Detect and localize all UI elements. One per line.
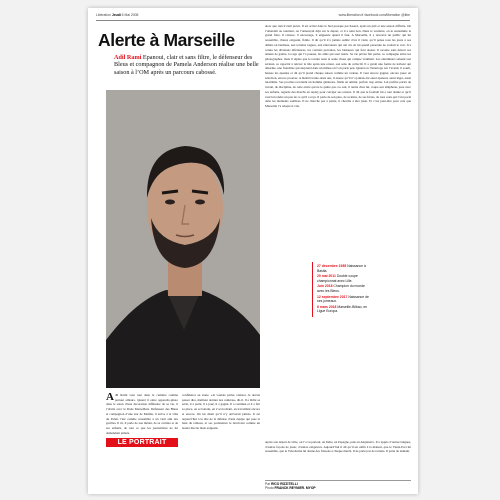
article-column-right — [265, 24, 411, 436]
portrait-illustration — [106, 90, 260, 388]
standfirst-name: Adil Rami — [114, 54, 142, 61]
standfirst-text: Epanoui, clair et sans filtre, le défenseur des Bleus et compagnon de Pamela Anderson réalise une belle saison à l’OM après un parcours cabossé. — [114, 54, 259, 76]
date-value: Juin 2018 — [317, 284, 333, 289]
article-column-3 — [265, 440, 411, 479]
header-site: www.liberation.fr — [338, 13, 364, 17]
date-entry — [317, 264, 369, 273]
column-1-body: dil Rami veut tout dans la camière comme partout ailleurs. Quand il entre appareils-photo dans le salon d’une décoration différente de sa vie, il l’abrite avec le Dans Marseillais. Défenseur des Bleus et compagnon d’une star de Malibu, il arrive à la villa du Palais l’été comme ressemble à un vieil ami des gorilles. Il rit, il parle de son métier, de sa carrière et de ses enfants, de tout ce que les journalistes ne lui demandent jamais. — [106, 393, 178, 435]
date-entry — [317, 295, 369, 304]
article-title: Alerte à Marseille — [98, 30, 235, 50]
header-facebook: facebook.com/liberation — [364, 13, 401, 17]
header-right — [339, 13, 410, 17]
date-text: Champion du monde avec les Bleus. — [317, 284, 365, 293]
header-day: Jeudi — [111, 13, 121, 17]
byline-by-label: Par — [265, 482, 271, 486]
byline — [265, 480, 411, 491]
date-entry — [317, 284, 369, 293]
byline-photo-label: Photo — [265, 486, 274, 491]
date-text: Double coupe championnat avec Lille. — [317, 274, 358, 283]
article-standfirst — [114, 54, 260, 76]
byline-photographer: FRANCK REYNIER. MYOP — [274, 486, 316, 491]
header-twitter: @libe — [401, 13, 410, 17]
portrait-photo — [106, 90, 260, 388]
page-header — [96, 13, 410, 17]
date-value: 12 septembre 2017 — [317, 294, 348, 299]
column-3-text: Après son départ de Lille, on l’a vu partout, en Italie, en Espagne, puis en Angleterre. Il a appris d’autres langues, d’autres façons de jouer, d’autres exigences. Aujourd’hui il dit qu’il est enfin à la maison, que le Vieux-Port lui ressemble, que le Vélodrome lui donne des frissons à chaque match. Il ne parle pas de retraite. Il parle de demain. — [265, 440, 411, 454]
date-text: Marseille-Bilbao, en Ligue Europa. — [317, 304, 368, 314]
article-column-2 — [182, 393, 260, 479]
article-column-1 — [106, 393, 178, 479]
date-text: Naissance à Bastia. — [317, 264, 366, 273]
date-value: 6 mars 2018 — [317, 304, 337, 309]
column-1-text — [106, 393, 178, 435]
newspaper-page — [88, 8, 418, 494]
key-dates-box — [312, 262, 369, 317]
drop-cap: A — [106, 393, 114, 403]
date-entry — [317, 274, 369, 283]
publication-name: Libération — [96, 13, 111, 17]
date-entry — [317, 305, 369, 314]
section-label: LE PORTRAIT — [106, 438, 178, 447]
byline-author: RICO RIZZITELLI — [271, 482, 298, 486]
byline-photo-line — [265, 486, 411, 490]
date-text: Naissance de ses jumeaux. — [317, 294, 369, 304]
date-value: 20 mai 2011 — [317, 274, 336, 279]
right-column-text: alors que rien n’était prévu. Il est arrivé dans le Sud presque par hasard, après un prêt et une saison difficile. On l’attendait au tournant, on l’annonçait déjà sur le départ, et il a tenu bon. Dans le vestiaire, on le surnomme le grand frère. Il rassure, il encourage, il engueule quand il faut. A Marseille, il a retrouvé un public qui lui ressemble, chaud, exigeant, fidèle. Il dit qu’il n’a jamais oublié d’où il vient, qu’il pense tous les jours à ses débuts en banlieue, aux terrains vagues, aux éducateurs qui ont cru en lui quand personne ne voulait le voir. Il a connu les divisions inférieures, les contrats précaires, les blessures qui font douter. Il raconte sans détour ses années de galère, la rage qui l’a poussé, les amis qui sont restés. Sa vie privée fait parler, sa compagne attire les photographes, mais il répète que le terrain reste la seule chose qui compte vraiment. Les entraîneurs saluent son sérieux, sa capacité à relever la tête après une erreur, son sens du collectif. Il a gardé une forme de naïveté qui désarme, une franchise qui surprend dans un milieu où l’on parle peu. Quand on l’interroge sur l’avenir, il sourit, hausse les épaules et dit qu’il prend chaque saison comme un cadeau. Il veut encore gagner, encore jouer en sélection, encore prouver. A bientôt trente-deux ans, il assure qu’il n’a jamais été aussi épanoui, aussi léger, aussi lui-même. Ses proches racontent un homme généreux, fidèle en amitié, parfois trop entier. Lui préfère parler de travail, de discipline, de cette envie qui ne le quitte pas. Le soir, il rentre chez lui, coupe son téléphone, joue avec ses enfants, regarde des matchs en replay pour corriger ses erreurs. Il dit que le football lui a tout donné et qu’il veut lui rendre un peu de ce qu’il a reçu. Il parle de son père, de sa mère, de ses frères, de tous ceux qui l’ont porté dans les moments sombres. Il ne cherche pas à plaire, il cherche à être juste. Et c’est peut-être pour cela que Marseille l’a adopté si vite. — [265, 24, 411, 108]
date-value: 27 décembre 1985 — [317, 264, 347, 268]
header-left — [96, 13, 138, 17]
header-date: 6 Mai 2008 — [121, 13, 139, 17]
header-rule — [96, 20, 410, 21]
column-2-text: confidence au stone. «Je voulais parler, résister. Je devais passer dire, meilleur dernier des caméras» dit-il. Il a lâché sa série, il a parlé, il a joué, il a gagné. Il a continué et il a fait sa place, en se battant, en s’accrochant, en travaillant encore et encore. On lui disait qu’il n’y arriverait jamais. Il est aujourd’hui à la tête de la défense d’une équipe qui joue le haut du tableau, et ses partenaires le décrivent comme un leader discret mais exigeant. — [182, 393, 260, 430]
